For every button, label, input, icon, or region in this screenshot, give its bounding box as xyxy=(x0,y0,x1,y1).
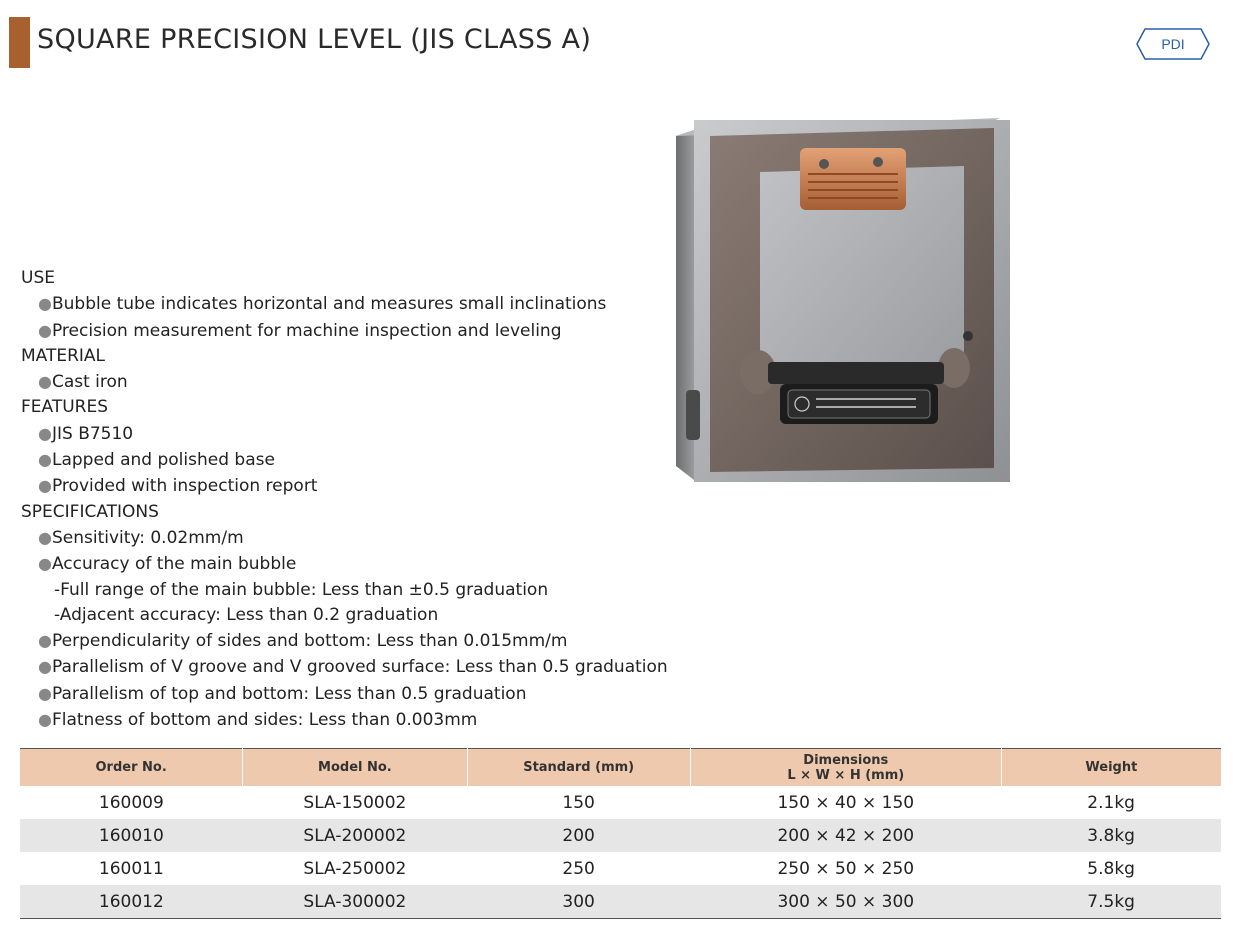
dimensions-cell: 200 × 42 × 200 xyxy=(690,819,1001,852)
standard-cell: 150 xyxy=(562,792,595,813)
model-no-cell: SLA-300002 xyxy=(243,885,467,919)
column-header: Model No. xyxy=(243,749,467,787)
logo-text: PDI xyxy=(1161,36,1185,52)
column-header: Weight xyxy=(1001,749,1221,787)
weight-cell: 7.5kg xyxy=(1001,885,1221,919)
column-header: Order No. xyxy=(20,749,243,787)
list-item: ● JIS B7510 xyxy=(21,421,668,447)
list-sub-item: -Adjacent accuracy: Less than 0.2 graduation xyxy=(54,604,439,625)
model-no-cell: SLA-150002 xyxy=(303,792,407,813)
model-no-cell: SLA-250002 xyxy=(303,858,407,879)
standard-cell: 250 xyxy=(562,858,595,879)
list-item: ● Flatness of bottom and sides: Less than 0.003mm xyxy=(21,707,668,733)
list-item: ● Parallelism of V groove and V grooved surface: Less than 0.5 graduation xyxy=(21,654,668,680)
list-item: ● Perpendicularity of sides and bottom: Less than 0.015mm/m xyxy=(21,628,668,654)
column-header: Standard (mm) xyxy=(467,749,690,787)
section-heading-material: MATERIAL xyxy=(21,345,106,366)
spec-text-block xyxy=(21,266,668,733)
table-row xyxy=(20,819,1221,852)
title-accent-bar xyxy=(9,17,30,68)
order-no-cell: 160010 xyxy=(20,819,243,852)
dimensions-cell: 150 × 40 × 150 xyxy=(777,792,915,813)
standard-cell: 200 xyxy=(467,819,690,852)
model-no-cell: SLA-200002 xyxy=(243,819,467,852)
pdi-logo xyxy=(1135,27,1211,61)
weight-cell: 2.1kg xyxy=(1087,792,1135,813)
section-heading-features: FEATURES xyxy=(21,397,109,418)
list-sub-item: -Full range of the main bubble: Less than ±0.5 graduation xyxy=(54,579,549,600)
section-heading-specifications: SPECIFICATIONS xyxy=(21,501,159,522)
dimensions-label: Dimensions xyxy=(803,752,889,768)
list-item: ● Provided with inspection report xyxy=(21,473,668,499)
list-item: ● Parallelism of top and bottom: Less than 0.5 graduation xyxy=(21,681,668,707)
weight-cell: 5.8kg xyxy=(1087,858,1135,879)
list-item: ● Lapped and polished base xyxy=(21,447,668,473)
order-no-cell: 160009 xyxy=(98,792,164,813)
list-item: ● Accuracy of the main bubble xyxy=(21,551,668,577)
list-item: ● Sensitivity: 0.02mm/m xyxy=(21,525,668,551)
table-header-row xyxy=(20,749,1221,787)
spec-table xyxy=(20,748,1221,919)
column-header xyxy=(690,749,1001,787)
dimensions-cell: 250 × 50 × 250 xyxy=(777,858,915,879)
weight-cell: 3.8kg xyxy=(1001,819,1221,852)
dimensions-cell: 300 × 50 × 300 xyxy=(690,885,1001,919)
list-item: ● Precision measurement for machine inspection and leveling xyxy=(21,318,668,344)
order-no-cell: 160011 xyxy=(98,858,164,879)
table-row xyxy=(20,885,1221,919)
order-no-cell: 160012 xyxy=(20,885,243,919)
standard-cell: 300 xyxy=(467,885,690,919)
page-title: SQUARE PRECISION LEVEL (JIS CLASS A) xyxy=(37,24,592,55)
list-item: ● Cast iron xyxy=(21,369,668,395)
dimensions-sub-label: L × W × H (mm) xyxy=(787,767,905,783)
table-row xyxy=(20,786,1221,819)
section-heading-use: USE xyxy=(21,268,55,288)
square-precision-level-photo xyxy=(664,100,1024,498)
table-row xyxy=(20,852,1221,885)
list-item: ● Bubble tube indicates horizontal and measures small inclinations xyxy=(21,291,668,317)
